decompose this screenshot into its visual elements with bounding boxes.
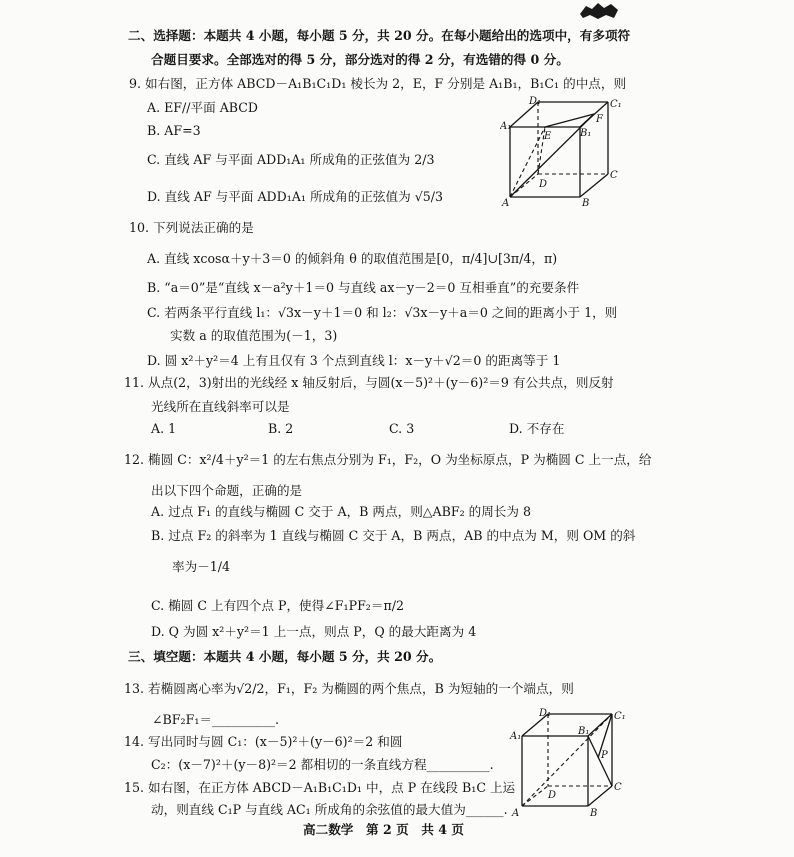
fig1-label-c: C (610, 170, 618, 181)
fig2-label-c: C (614, 782, 622, 793)
q12-option-c: C. 椭圆 C 上有四个点 P，使得∠F₁PF₂＝π/2 (151, 598, 404, 613)
fig2-label-p: P (601, 750, 608, 761)
q15-cube-figure (508, 706, 628, 818)
q14-stem-line1: 14. 写出同时与圆 C₁：(x－5)²＋(y－6)²＝2 和圆 (124, 734, 403, 749)
q15-stem-line2: 动，则直线 C₁P 与直线 AC₁ 所成角的余弦值的最大值为______. (151, 802, 508, 817)
q12-option-b-line1: B. 过点 F₂ 的斜率为 1 直线与椭圆 C 交于 A，B 两点，AB 的中点为 M，则 OM 的斜 (151, 528, 636, 543)
corner-logo-icon (578, 0, 620, 20)
fig1-label-c1: C₁ (610, 99, 622, 110)
fig1-label-b: B (582, 198, 590, 209)
page-footer: 高二数学 第 2 页 共 4 页 (303, 822, 465, 837)
fig1-label-e: E (544, 131, 552, 142)
section2-header-line1: 二、选择题：本题共 4 小题，每小题 5 分，共 20 分。在每小题给出的选项中，有多项符 (128, 28, 631, 43)
q9-option-d: D. 直线 AF 与平面 ADD₁A₁ 所成角的正弦值为 √5/3 (147, 189, 443, 204)
q14-stem-line2: C₂：(x－7)²＋(y－8)²＝2 都相切的一条直线方程__________. (151, 757, 494, 772)
fig2-label-c1: C₁ (614, 711, 626, 722)
q9-option-b: B. AF=3 (147, 123, 201, 138)
q9-option-c: C. 直线 AF 与平面 ADD₁A₁ 所成角的正弦值为 2/3 (147, 152, 435, 167)
fig1-label-d: D (539, 179, 548, 190)
q12-stem-line1: 12. 椭圆 C：x²/4＋y²＝1 的左右焦点分别为 F₁，F₂，O 为坐标原点，P 为椭圆 C 上一点，给 (124, 452, 652, 467)
q11-stem-line2: 光线所在直线斜率可以是 (151, 399, 290, 414)
q10-stem: 10. 下列说法正确的是 (129, 220, 254, 235)
q10-option-a: A. 直线 xcosα＋y＋3＝0 的倾斜角 θ 的取值范围是[0，π/4]∪[3π/4，π) (147, 251, 558, 266)
fig1-label-b1: B₁ (580, 128, 592, 139)
q12-option-b-line2: 率为－1/4 (172, 559, 231, 574)
q9-stem: 9. 如右图，正方体 ABCD－A₁B₁C₁D₁ 棱长为 2，E，F 分别是 A₁B₁，B₁C₁ 的中点，则 (129, 76, 627, 91)
fig1-label-a: A (502, 198, 510, 209)
fig2-label-b: B (590, 808, 598, 818)
q12-stem-line2: 出以下四个命题，正确的是 (151, 483, 303, 498)
q9-cube-figure (500, 92, 625, 212)
fig2-label-d: D (548, 790, 557, 801)
q12-option-a: A. 过点 F₁ 的直线与椭圆 C 交于 A，B 两点，则△ABF₂ 的周长为 8 (151, 504, 532, 519)
q10-option-c-line2: 实数 a 的取值范围为(－1，3) (170, 328, 338, 343)
fig1-label-a1: A₁ (500, 121, 512, 132)
q11-option-b: B. 2 (268, 421, 294, 436)
q11-option-c: C. 3 (389, 421, 415, 436)
fig1-label-d1: D₁ (529, 96, 542, 107)
q10-option-d: D. 圆 x²＋y²＝4 上有且仅有 3 个点到直线 l：x－y＋√2＝0 的距离等于 1 (147, 353, 561, 368)
q13-stem-line1: 13. 若椭圆离心率为√2/2，F₁，F₂ 为椭圆的两个焦点，B 为短轴的一个端点，则 (124, 681, 574, 696)
fig2-label-a: A (512, 808, 520, 818)
fig1-label-f: F (596, 114, 603, 125)
fig2-label-a1: A₁ (510, 731, 522, 742)
q10-option-c-line1: C. 若两条平行直线 l₁：√3x－y＋1＝0 和 l₂：√3x－y＋a＝0 之间的距离小于 1，则 (147, 305, 618, 320)
fig2-label-b1: B₁ (578, 726, 590, 737)
fig2-label-d1: D₁ (539, 708, 552, 719)
q13-stem-line2: ∠BF₂F₁＝__________. (152, 712, 279, 727)
q11-stem-line1: 11. 从点(2，3)射出的光线经 x 轴反射后，与圆(x－5)²＋(y－6)²＝9 有公共点，则反射 (124, 375, 614, 390)
q9-option-a: A. EF//平面 ABCD (147, 100, 259, 115)
q10-option-b: B. “a＝0”是“直线 x－a²y＋1＝0 与直线 ax－y－2＝0 互相垂直”的充要条件 (147, 280, 580, 295)
q11-option-d: D. 不存在 (509, 421, 565, 436)
section3-header: 三、填空题：本题共 4 小题，每小题 5 分，共 20 分。 (128, 649, 442, 664)
section2-header-line2: 合题目要求。全部选对的得 5 分，部分选对的得 2 分，有选错的得 0 分。 (151, 52, 569, 67)
q12-option-d: D. Q 为圆 x²＋y²＝1 上一点，则点 P，Q 的最大距离为 4 (151, 624, 477, 639)
q15-stem-line1: 15. 如右图，在正方体 ABCD－A₁B₁C₁D₁ 中，点 P 在线段 B₁C 上运 (124, 780, 516, 795)
q11-option-a: A. 1 (151, 421, 177, 436)
